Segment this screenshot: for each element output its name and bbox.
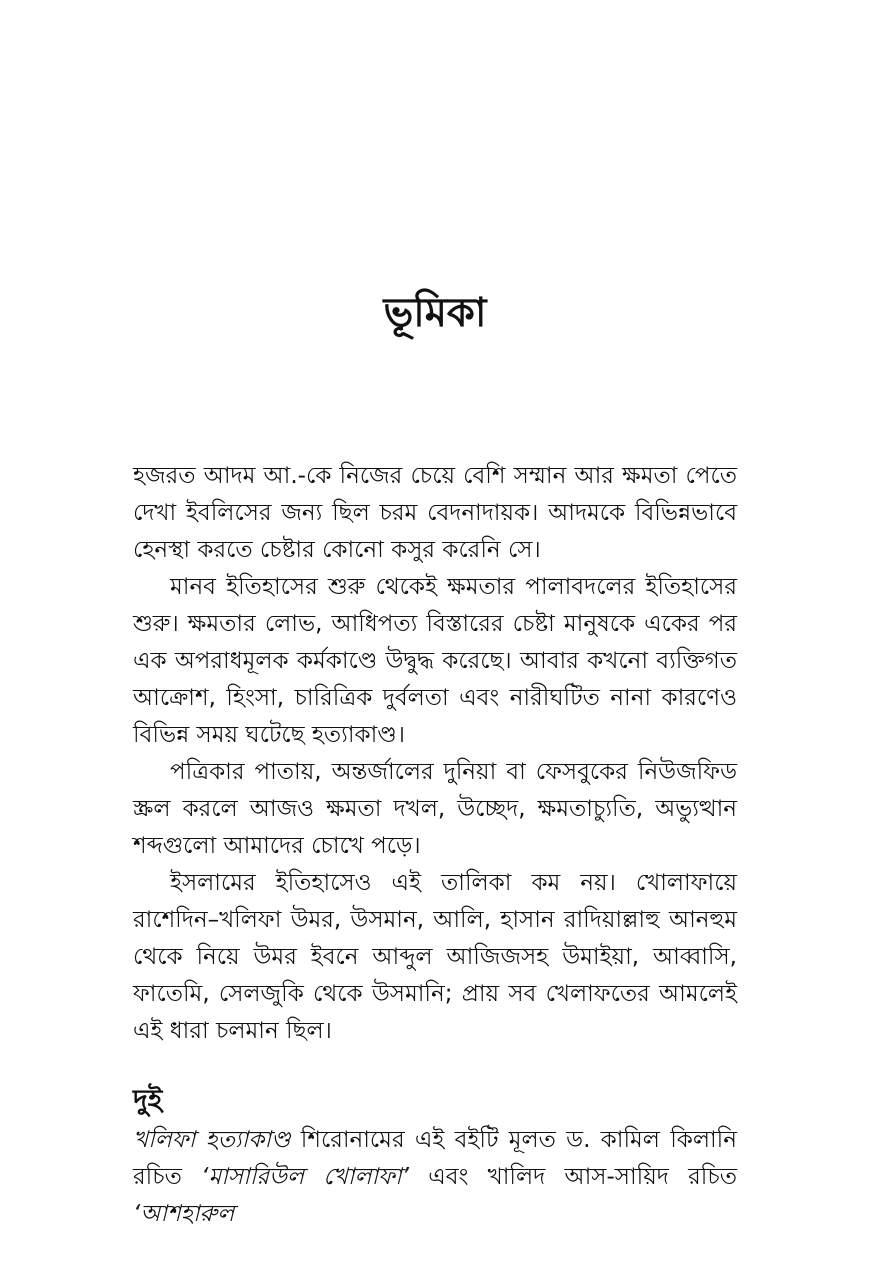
paragraph-3: পত্রিকার পাতায়, অন্তর্জালের দুনিয়া বা ফেসবুকের নিউজফিড স্ক্রল করলে আজও ক্ষমতা দখল, উচ্ছেদ, ক্ষমতাচ্যুতি, অভ্যুত্থান শব্দগুলো আমাদের চোখে পড়ে। [133,759,737,859]
preface-body [133,458,737,1050]
section-text-1: শিরোনামের এই বইটি মূলত ড. কামিল কিলানি রচিত [133,1127,737,1190]
section-paragraph [133,1122,737,1233]
section-text-2: এবং খালিদ আস-সায়িদ রচিত [408,1164,737,1190]
paragraph-4: ইসলামের ইতিহাসেও এই তালিকা কম নয়। খোলাফায়ে রাশেদিন–খলিফা উমর, উসমান, আলি, হাসান রাদিয়াল্লাহু আনহুম থেকে নিয়ে উমর ইবনে আব্দুল আজিজসহ উমাইয়া, আব্বাসি, ফাতেমি, সেলজুকি থেকে উসমানি; প্রায় সব খেলাফতের আমলেই এই ধারা চলমান ছিল। [133,870,737,1044]
section-heading: দুই [133,1083,163,1116]
book-title: খলিফা হত্যাকাণ্ড [133,1127,291,1153]
source-title-1: ‘মাসারিউল খোলাফা’ [201,1164,409,1190]
paragraph-2: মানব ইতিহাসের শুরু থেকেই ক্ষমতার পালাবদলের ইতিহাসের শুরু। ক্ষমতার লোভ, আধিপত্য বিস্তারের চেষ্টা মানুষকে একের পর এক অপরাধমূলক কর্মকাণ্ডে উদ্বুদ্ধ করেছে। আবার কখনো ব্যক্তিগত আক্রোশ, হিংসা, চারিত্রিক দুর্বলতা এবং নারীঘটিত নানা কারণেও বিভিন্ন সময় ঘটেছে হত্যাকাণ্ড। [133,574,737,748]
page-title: ভূমিকা [383,289,487,336]
source-title-2: ‘আশহারুল [133,1201,235,1227]
paragraph-1: হজরত আদম আ.-কে নিজের চেয়ে বেশি সম্মান আর ক্ষমতা পেতে দেখা ইবলিসের জন্য ছিল চরম বেদনাদায়ক। আদমকে বিভিন্নভাবে হেনস্থা করতে চেষ্টার কোনো কসুর করেনি সে। [133,463,737,563]
